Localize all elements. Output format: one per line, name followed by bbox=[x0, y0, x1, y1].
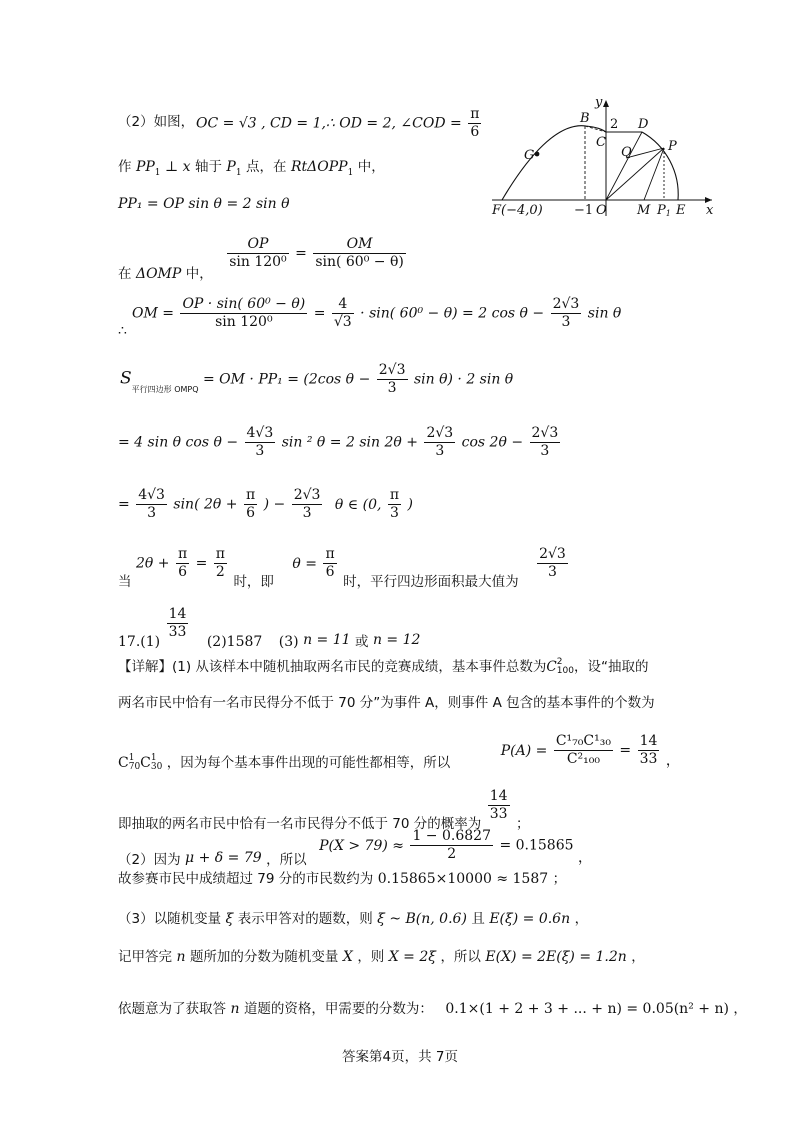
sine-rule-line: 在 ΔOMP 中， $\frac{OP}{\text{sin 120⁰}}$ = $\frac{OM}{\text{sin( 60⁰ − θ)}}$ bbox=[118, 236, 404, 282]
point-g bbox=[535, 152, 540, 157]
label-o: O bbox=[596, 203, 607, 218]
detail-line-7: （3）以随机变量 ξ 表示甲答对的题数，则 ξ ~ B(n, 0.6) 且 E(ξ) = 0.6n ， bbox=[118, 911, 589, 927]
fraction-om-sin: $\frac{OM}{\text{sin( 60⁰ − θ)}}$ bbox=[315, 236, 404, 270]
segment-od bbox=[606, 132, 642, 200]
detail-line-6: 故参赛市民中成绩超过 79 分的市民数约为 0.15865×10000 ≈ 1587 ； bbox=[118, 871, 567, 887]
when-line: 当 2θ + $\frac{\pi}{6}$ = $\frac{\pi}{2}$ 时，即 θ = $\frac{\pi}{6}$ 时，平行四边形面积最大值为 $\frac{2√3}{3}$ bbox=[118, 546, 566, 590]
given-text: OC = √3 , CD = 1,∴ OD = 2, ∠COD = bbox=[196, 115, 467, 132]
segment-mp bbox=[644, 148, 664, 200]
detail-line-4: 即抽取的两名市民中恰有一名市民得分不低于 70 分的概率为 $\frac{14}{33}$ ； bbox=[118, 788, 530, 832]
label-d: D bbox=[638, 117, 649, 132]
expand-equation: = 4 sin θ cos θ − $\frac{4√3}{3}$ sin ² θ = 2 sin 2θ + $\frac{2√3}{3}$ cos 2θ − $\frac{2√3}{3}$ bbox=[118, 425, 559, 459]
area-equation: $S_{平行四边形 OMPQ}$ = OM · PP₁ = (2cos θ − $\frac{2√3}{3}$ sin θ) · 2 sin θ bbox=[120, 362, 514, 396]
detail-line-5: （2）因为 μ + δ = 79 ，所以 P(X > 79) ≈ $\frac{1 - 0.6827}{2}$ = 0.15865 ， bbox=[118, 828, 592, 868]
detail-line-3: C 1 70 C 1 30 ，因为每个基本事件出现的可能性都相等，所以 P(A) = $\frac{\text{C¹₇₀C¹₃₀}}{\text{C²₁₀₀}}$ = $\frac{14}{33}$ ， bbox=[118, 733, 680, 772]
construct-line: 作 $PP_1$ ⊥ x 轴于 $P_1$ 点，在 RtΔOPP$_1$ 中， bbox=[118, 159, 385, 178]
label-p1: P1 bbox=[657, 203, 671, 218]
label-b: B bbox=[580, 111, 590, 126]
final-equation: = $\frac{4√3}{3}$ sin( 2θ + $\frac{\pi}{6}$ ) − $\frac{2√3}{3}$ θ ∈ (0, $\frac{\pi}{3}$ ) bbox=[118, 487, 414, 521]
detail-line-2: 两名市民中恰有一名市民得分不低于 70 分”为事件 A，则事件 A 包含的基本事件的个数为 bbox=[118, 695, 655, 711]
label-minus1: −1 bbox=[574, 203, 594, 218]
geometry-diagram bbox=[488, 96, 720, 218]
pp1-equation: PP₁ = OP sin θ = 2 sin θ bbox=[118, 196, 290, 212]
detail-line-8: 记甲答完 n 题所加的分数为随机变量 X ，则 X = 2ξ ，所以 E(X) = 2E(ξ) = 1.2n ， bbox=[118, 949, 645, 965]
part2-label: （2）如图， bbox=[118, 114, 195, 130]
given-line bbox=[196, 106, 483, 141]
label-2: 2 bbox=[610, 117, 619, 132]
curve-fbg bbox=[502, 126, 606, 200]
given-pi-over-6: $\frac{\pi}{6}$ bbox=[470, 106, 480, 140]
label-g: G bbox=[524, 148, 535, 163]
q17-answers: 17.(1) $\frac{14}{33}$ (2)1587 (3) n = 11 或 n = 12 bbox=[118, 606, 421, 650]
label-y: y bbox=[595, 96, 603, 110]
label-p: P bbox=[668, 139, 677, 154]
om-equation: OM = $\frac{\text{OP · sin( 60⁰ − θ)}}{\text{sin 120⁰}}$ = $\frac{4}{√3}$ · sin( 60⁰ − θ) = 2 cos θ − $\frac{2√3}{3}$ sin θ bbox=[132, 296, 622, 330]
label-m: M bbox=[637, 203, 651, 218]
page-footer: 答案第4页，共 7页 bbox=[342, 1049, 458, 1065]
label-c: C bbox=[596, 135, 606, 150]
dashed-b-horizontal bbox=[585, 126, 606, 132]
label-x: x bbox=[706, 203, 714, 218]
therefore-sign: ∴ bbox=[118, 323, 127, 339]
label-q: Q bbox=[621, 145, 632, 160]
detail-line-1: 【详解】(1) 从该样本中随机抽取两名市民的竞赛成绩，基本事件总数为C 2 100 ，设“抽取的 bbox=[118, 657, 649, 676]
fraction-op-sin120: $\frac{OP}{\text{sin 120⁰}}$ bbox=[229, 236, 287, 270]
label-e: E bbox=[676, 203, 686, 218]
detail-line-9: 依题意为了获取答 n 道题的资格，甲需要的分数为： 0.1×(1 + 2 + 3 + ... + n) = 0.05(n² + n) ， bbox=[118, 1001, 747, 1017]
label-f: F(−4,0) bbox=[492, 203, 543, 218]
y-axis-arrow bbox=[603, 100, 609, 107]
